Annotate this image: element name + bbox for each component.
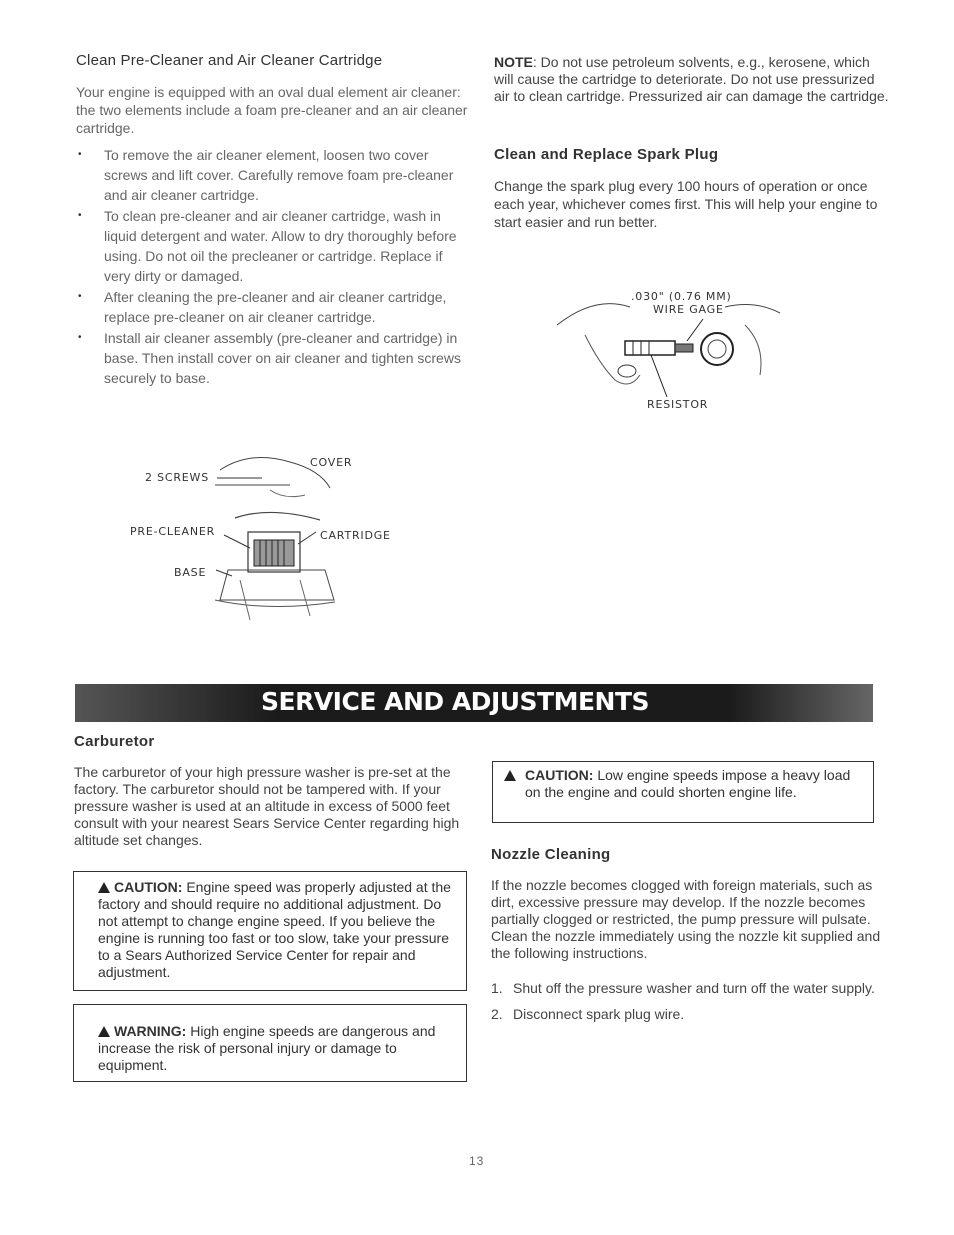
warning-label: WARNING: (114, 1023, 187, 1039)
carburetor-text: The carburetor of your high pressure washer is pre-set at the factory. The carburetor should not be tampered with. If your pressure washer is used at an altitude in excess of 5000 feet consult with your nearest Sears Service Center regarding high altitude set changes. (74, 764, 460, 848)
engine-speed-caution-box (492, 761, 874, 823)
gap-label: .030" (0.76 MM) (631, 290, 732, 303)
list-item: • Install air cleaner assembly (pre-cleaner and cartridge) in base. Then install cover on air cleaner and tighten screws securely to base. (76, 328, 468, 388)
carburetor-section (74, 733, 468, 849)
nozzle-text: If the nozzle becomes clogged with foreign materials, such as dirt, excessive pressure may develop. If the nozzle becomes partially clogged or restricted, the pump pressure will pulsate. Clean the nozzle immediately using the nozzle kit supplied and the following instructions. (491, 877, 881, 961)
cartridge-label: CARTRIDGE (320, 529, 391, 542)
list-item: • To remove the air cleaner element, loosen two cover screws and lift cover. Carefully remove foam pre-cleaner and air cleaner cartridge. (76, 145, 468, 205)
nozzle-section (491, 846, 883, 1032)
base-label: BASE (174, 566, 207, 579)
air-cleaner-heading: Clean Pre-Cleaner and Air Cleaner Cartridge (76, 52, 383, 69)
list-item: • To clean pre-cleaner and air cleaner cartridge, wash in liquid detergent and water. Allow to dry thoroughly before using. Do not oil the precleaner or cartridge. Replace if very dirty or damaged. (76, 206, 468, 286)
banner-title: SERVICE AND ADJUSTMENTS (261, 687, 650, 716)
note-label: NOTE (494, 54, 533, 70)
carburetor-heading: Carburetor (74, 733, 155, 750)
note-text: : Do not use petroleum solvents, e.g., kerosene, which will cause the cartridge to deteriorate. Do not use pressurized air to clean cartridge. Pressurized air can damage the cartridge. (494, 54, 889, 104)
step-number: 2. (491, 1006, 503, 1022)
air-cleaner-intro: Your engine is equipped with an oval dual element air cleaner: the two elements include a foam pre-cleaner and an air cleaner cartridge. (76, 84, 468, 136)
caution-icon (504, 770, 516, 781)
carburetor-warning-box (73, 1004, 467, 1082)
step-number: 1. (491, 980, 503, 996)
warning-text: High engine speeds are dangerous and increase the risk of personal injury or damage to equipment. (98, 1023, 436, 1073)
right-top-section (494, 54, 892, 231)
spark-plug-text: Change the spark plug every 100 hours of operation or once each year, whichever comes first. This will help your engine to start easier and run better. (494, 178, 878, 230)
list-item (491, 1006, 883, 1023)
spark-plug-diagram (555, 285, 785, 415)
air-cleaner-section (76, 52, 468, 389)
spark-plug-heading: Clean and Replace Spark Plug (494, 146, 719, 163)
warning-icon (98, 1026, 110, 1037)
caution-icon (98, 882, 110, 893)
page-number: 13 (469, 1154, 485, 1168)
carburetor-caution-box (73, 871, 467, 991)
caution-text: Engine speed was properly adjusted at the factory and should require no additional adjustment. Do not attempt to change engine speed. If you believe the engine is running too fast or too slow, take your pressure to a Sears Authorized Service Center for repair and adjustment. (98, 879, 451, 980)
nozzle-steps (491, 980, 883, 1023)
caution-text: Low engine speeds impose a heavy load on the engine and could shorten engine life. (525, 767, 851, 800)
step-text: Disconnect spark plug wire. (513, 1006, 685, 1022)
pre-cleaner-label: PRE-CLEANER (130, 525, 216, 538)
air-cleaner-steps (76, 145, 468, 388)
step-text: Shut off the pressure washer and turn off the water supply. (513, 980, 875, 996)
resistor-label: RESISTOR (647, 398, 709, 411)
wire-gage-label: WIRE GAGE (653, 303, 724, 316)
list-item (491, 980, 883, 997)
air-cleaner-diagram (120, 440, 420, 630)
caution-label: CAUTION: (525, 767, 594, 783)
cover-label: COVER (310, 456, 353, 469)
nozzle-heading: Nozzle Cleaning (491, 846, 611, 863)
screws-label: 2 SCREWS (145, 471, 210, 484)
caution-label: CAUTION: (114, 879, 183, 895)
list-item: • After cleaning the pre-cleaner and air cleaner cartridge, replace pre-cleaner on air cleaner cartridge. (76, 287, 468, 327)
section-banner (75, 684, 873, 722)
note-paragraph (494, 54, 892, 105)
